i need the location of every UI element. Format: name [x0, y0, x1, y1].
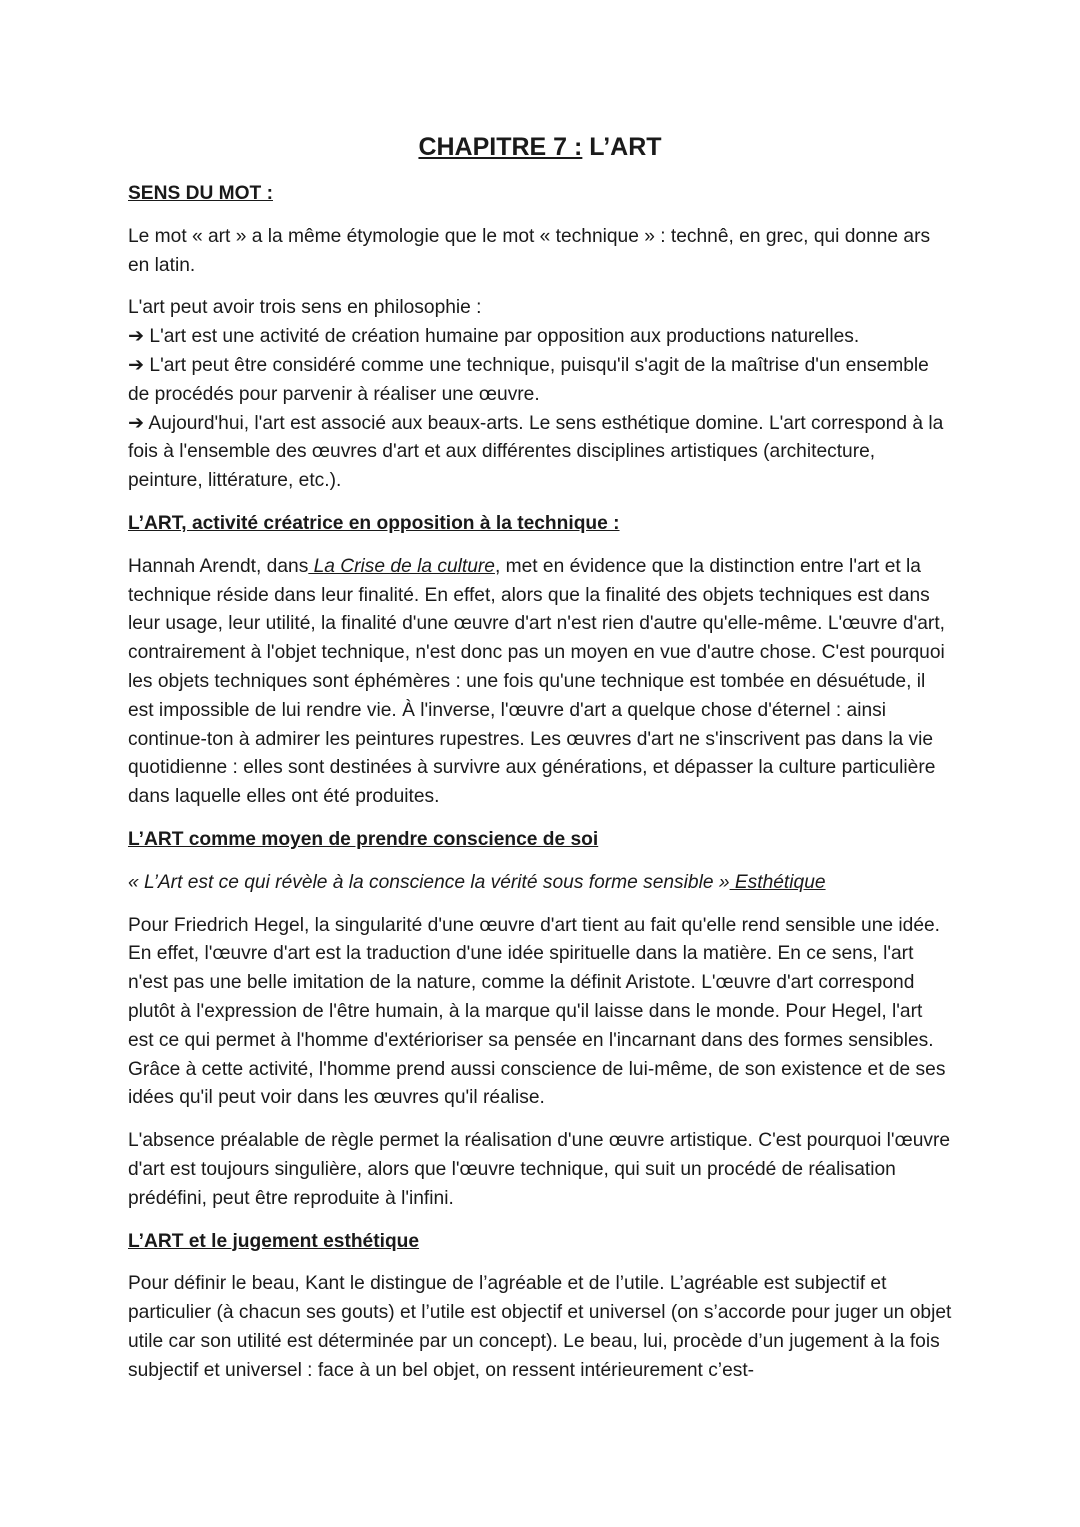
paragraph-hegel: Pour Friedrich Hegel, la singularité d'une œuvre d'art tient au fait qu'elle rend sensible une idée. En effet, l'œuvre d'art est la traduction d'une idée spirituelle dans la matière. En ce sens, l'art n'est pas une belle imitation de la nature, comme la définit Aristote. L'œuvre d'art correspond plutôt à l'expression de l'être humain, à la marque qu'il laisse dans le monde. Pour Hegel, l'art est ce qui permet à l'homme d'extérioriser sa pensée en l'incarnant dans des formes sensibles. Grâce à cette activité, l'homme prend aussi conscience de lui-même, de son existence et de ses idées qu'il peut voir dans les œuvres qu'il réalise.	[128, 914, 946, 1109]
heading-conscience-de-soi: L’ART comme moyen de prendre conscience de soi	[128, 828, 599, 850]
heading-jugement-esthetique: L’ART et le jugement esthétique	[128, 1230, 420, 1252]
arrow-right-icon: ➔	[128, 412, 145, 434]
list-item	[128, 410, 952, 496]
quote-source: Esthétique	[729, 871, 826, 893]
page-title	[128, 130, 952, 164]
list-trois-sens	[128, 294, 952, 496]
heading-sens-du-mot: SENS DU MOT :	[128, 183, 273, 204]
paragraph-arendt	[128, 553, 952, 812]
paragraph-kant: Pour définir le beau, Kant le distingue de l’agréable et de l’utile. L’agréable est subjectif et particulier (à chacun ses gouts) et l’utile est objectif et universel (on s’accorde pour juger un objet utile car son utilité est déterminée par un concept). Le beau, lui, procède d’un jugement à la fois subjectif et universel : face à un bel objet, on ressent intérieurement c’est-	[128, 1273, 952, 1381]
list-item-text: Aujourd'hui, l'art est associé aux beaux-arts. Le sens esthétique domine. L'art correspond à la fois à l'ensemble des œuvres d'art et aux différentes disciplines artistiques (architecture, peinture, littérature, etc.).	[128, 412, 944, 492]
paragraph-regle: L'absence préalable de règle permet la réalisation d'une œuvre artistique. C'est pourquoi l'œuvre d'art est toujours singulière, alors que l'œuvre technique, qui suit un procédé de réalisation prédéfini, peut être reproduite à l'infini.	[128, 1130, 951, 1209]
title-subject: L’ART	[582, 133, 662, 161]
work-title: La Crise de la culture	[308, 555, 495, 577]
list-item	[128, 352, 952, 410]
arrow-right-icon: ➔	[128, 354, 145, 376]
arrow-right-icon: ➔	[128, 326, 145, 348]
heading-activite-creatrice: L’ART, activité créatrice en opposition à la technique :	[128, 512, 620, 534]
paragraph-arendt-start: Hannah Arendt, dans	[128, 555, 309, 577]
list-item-text: L'art est une activité de création humaine par opposition aux productions naturelles.	[144, 326, 860, 348]
document-page	[128, 130, 952, 1399]
quote-hegel	[128, 869, 952, 898]
quote-text: « L’Art est ce qui révèle à la conscience la vérité sous forme sensible »	[128, 871, 730, 893]
paragraph-arendt-rest: , met en évidence que la distinction entre l'art et la technique réside dans leur finalité. En effet, alors que la finalité des objets techniques est dans leur usage, leur utilité, la finalité d'une œuvre d'art n'est rien d'autre qu'elle-même. L'œuvre d'art, contrairement à l'objet technique, n'est donc pas un moyen en vue d'autre chose. C'est pourquoi les objets techniques sont éphémères : une fois qu'une technique est tombée en désuétude, il est impossible de lui rendre vie. À l'inverse, l'œuvre d'art a quelque chose d'éternel : ainsi continue-ton à admirer les peintures rupestres. Les œuvres d'art ne s'inscrivent pas dans la vie quotidienne : elles sont destinées à survivre aux générations, et dépasser la culture particulière dans laquelle elles ont été produites.	[128, 555, 945, 808]
list-item-text: L'art peut être considéré comme une technique, puisqu'il s'agit de la maîtrise d'un ensemble de procédés pour parvenir à réaliser une œuvre.	[128, 354, 929, 405]
paragraph-etymologie: Le mot « art » a la même étymologie que le mot « technique » : technê, en grec, qui donne ars en latin.	[128, 225, 931, 276]
title-chapter: CHAPITRE 7 :	[418, 133, 583, 161]
list-item	[128, 323, 952, 352]
list-intro: L'art peut avoir trois sens en philosophie :	[128, 297, 482, 319]
